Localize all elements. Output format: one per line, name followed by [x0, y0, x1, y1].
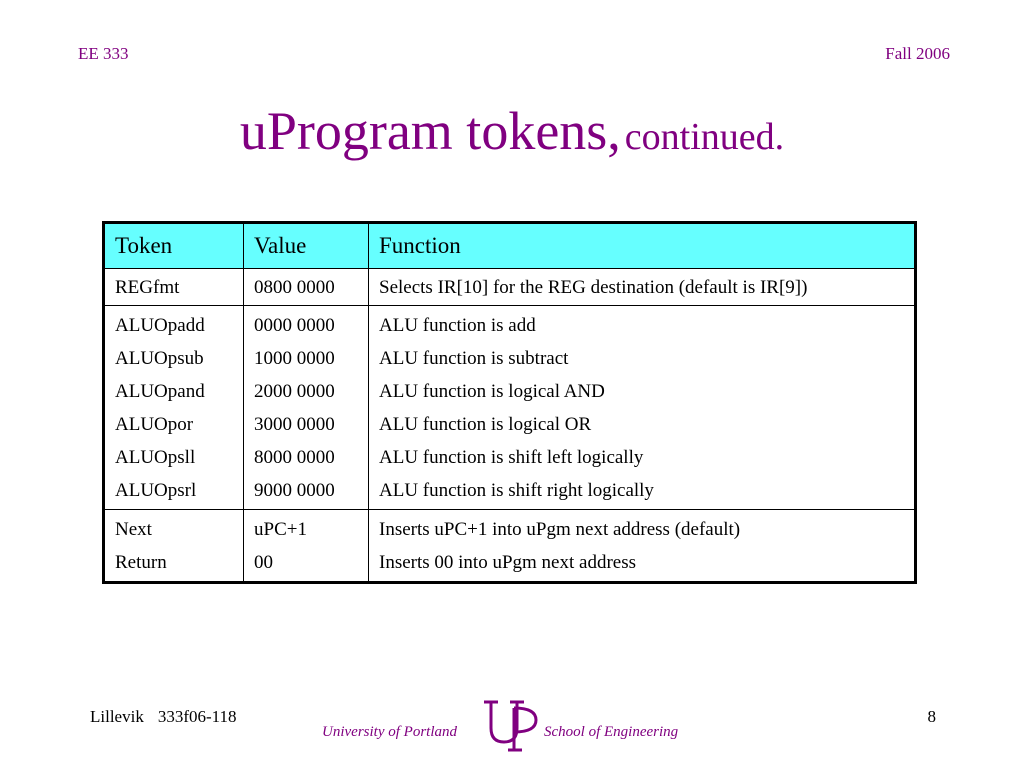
university-name: University of Portland [322, 724, 457, 740]
token-function: Inserts 00 into uPgm next address [379, 552, 637, 573]
token-value: 0800 0000 [254, 277, 335, 298]
table-header-row [104, 223, 916, 269]
token-name: ALUOpand [115, 381, 205, 402]
token-value: 9000 0000 [254, 480, 335, 501]
token-value: 0000 0000 [254, 315, 335, 336]
token-cell [104, 306, 244, 510]
column-header-value: Value [244, 223, 369, 269]
token-table [102, 221, 917, 584]
function-cell [369, 306, 916, 510]
function-cell [369, 510, 916, 583]
token-function: ALU function is shift right logically [379, 480, 654, 501]
token-function: ALU function is add [379, 315, 536, 336]
value-cell [244, 306, 369, 510]
token-value: 8000 0000 [254, 447, 335, 468]
token-name: ALUOpsll [115, 447, 196, 468]
author-label: Lillevik [90, 707, 144, 726]
token-function: Selects IR[10] for the REG destination (default is IR[9]) [379, 277, 808, 298]
token-cell [104, 510, 244, 583]
function-cell [369, 269, 916, 306]
token-value: 3000 0000 [254, 414, 335, 435]
school-name: School of Engineering [544, 724, 679, 740]
token-name: ALUOpor [115, 414, 194, 435]
token-function: ALU function is logical AND [379, 381, 605, 402]
token-name: ALUOpsrl [115, 480, 197, 501]
token-value: 00 [254, 552, 273, 573]
token-name: Return [115, 552, 167, 573]
slide-title [0, 101, 1024, 161]
slide-code: 333f06-118 [157, 707, 237, 726]
course-label: EE 333 [78, 44, 129, 63]
token-name: ALUOpadd [115, 315, 205, 336]
up-monogram-icon [480, 698, 540, 754]
title-main: uProgram tokens, [239, 101, 621, 161]
token-name: REGfmt [115, 277, 180, 298]
column-header-function: Function [369, 223, 916, 269]
token-value: uPC+1 [254, 519, 307, 540]
page-number: 8 [927, 707, 936, 726]
token-function: ALU function is shift left logically [379, 447, 644, 468]
token-function: Inserts uPC+1 into uPgm next address (default) [379, 519, 741, 540]
token-value: 1000 0000 [254, 348, 335, 369]
token-value: 2000 0000 [254, 381, 335, 402]
table-row-group-alu [104, 306, 916, 510]
token-name: ALUOpsub [115, 348, 204, 369]
column-header-token: Token [104, 223, 244, 269]
token-name: Next [115, 519, 152, 540]
token-function: ALU function is logical OR [379, 414, 592, 435]
term-label: Fall 2006 [885, 44, 950, 63]
title-sub: continued. [624, 116, 785, 158]
table-row-group-register [104, 269, 916, 306]
value-cell [244, 269, 369, 306]
footer-left [90, 707, 237, 727]
value-cell [244, 510, 369, 583]
token-cell [104, 269, 244, 306]
university-logo [322, 698, 702, 754]
table-row-group-sequencing [104, 510, 916, 583]
token-function: ALU function is subtract [379, 348, 569, 369]
